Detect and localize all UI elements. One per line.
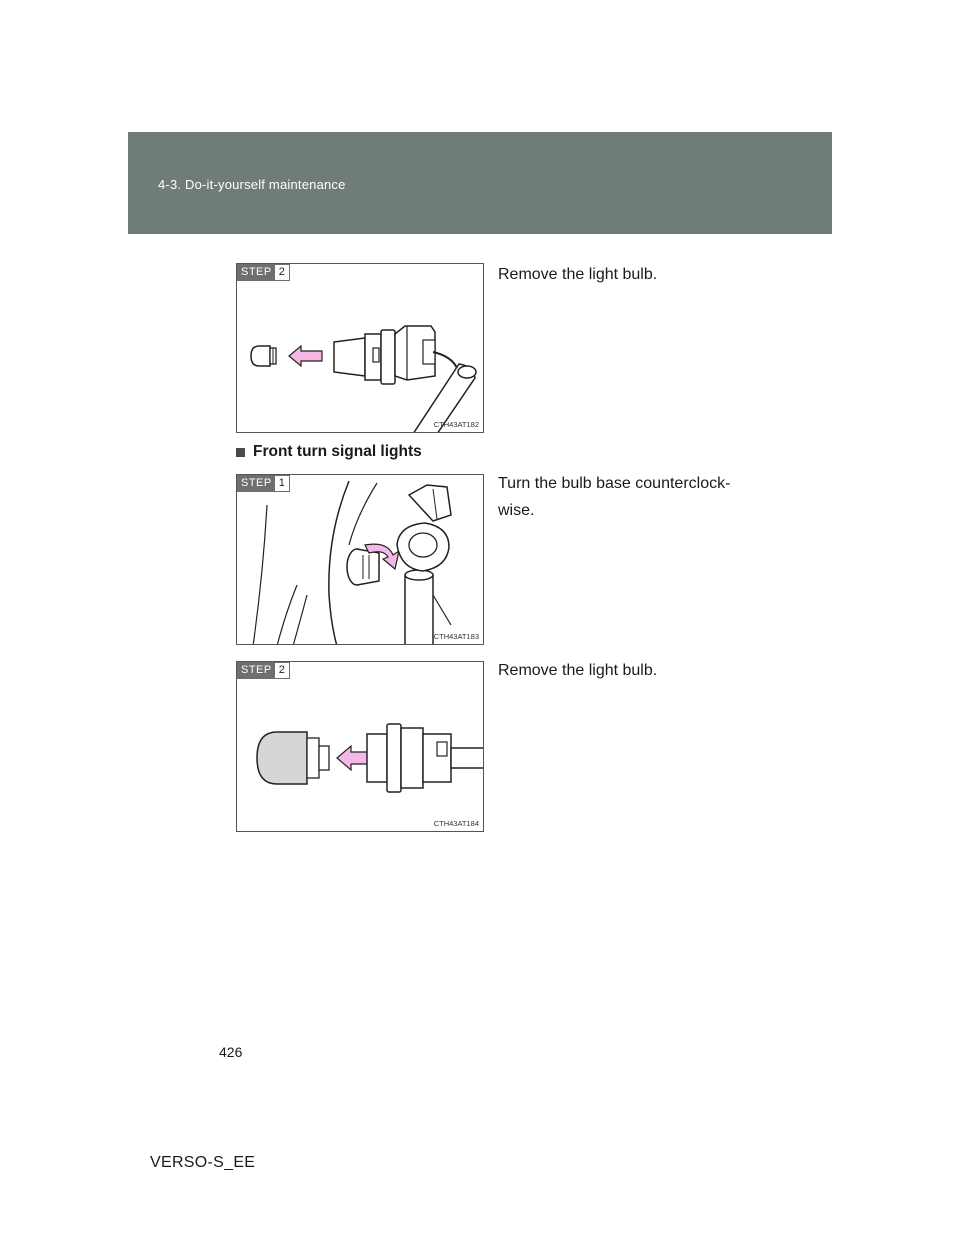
step-instruction: Remove the light bulb.	[498, 266, 658, 283]
step-badge-word: STEP	[237, 475, 275, 492]
page-header	[128, 132, 832, 234]
illustration-turn-signal-socket	[237, 475, 484, 645]
figure-code: CTH43AT182	[433, 420, 479, 429]
step-badge	[237, 662, 290, 679]
step-badge-word: STEP	[237, 662, 275, 679]
step-instruction: Remove the light bulb.	[498, 662, 658, 679]
step-badge-word: STEP	[237, 264, 275, 281]
page-number: 426	[219, 1044, 243, 1060]
section-heading-text: Front turn signal lights	[253, 443, 422, 460]
illustration-wedge-bulb-removal	[237, 662, 484, 832]
model-code: VERSO-S_EE	[150, 1154, 256, 1171]
section-title: 4-3. Do-it-yourself maintenance	[158, 177, 346, 192]
step-badge	[237, 475, 290, 492]
figure-code: CTH43AT183	[433, 632, 479, 641]
step-badge-number: 1	[275, 475, 290, 492]
figure-step-remove-bulb-1	[236, 263, 484, 433]
step-instruction: Turn the bulb base counterclock-wise.	[498, 475, 731, 519]
figure-code: CTH43AT184	[433, 819, 479, 828]
section-heading	[236, 443, 422, 461]
square-bullet-icon	[236, 448, 245, 457]
step-badge-number: 2	[275, 662, 290, 679]
figure-step-remove-bulb-2	[236, 661, 484, 832]
step-badge-number: 2	[275, 264, 290, 281]
illustration-wedge-bulb-removal	[237, 264, 484, 433]
figure-step-turn-bulb-base	[236, 474, 484, 645]
step-badge	[237, 264, 290, 281]
